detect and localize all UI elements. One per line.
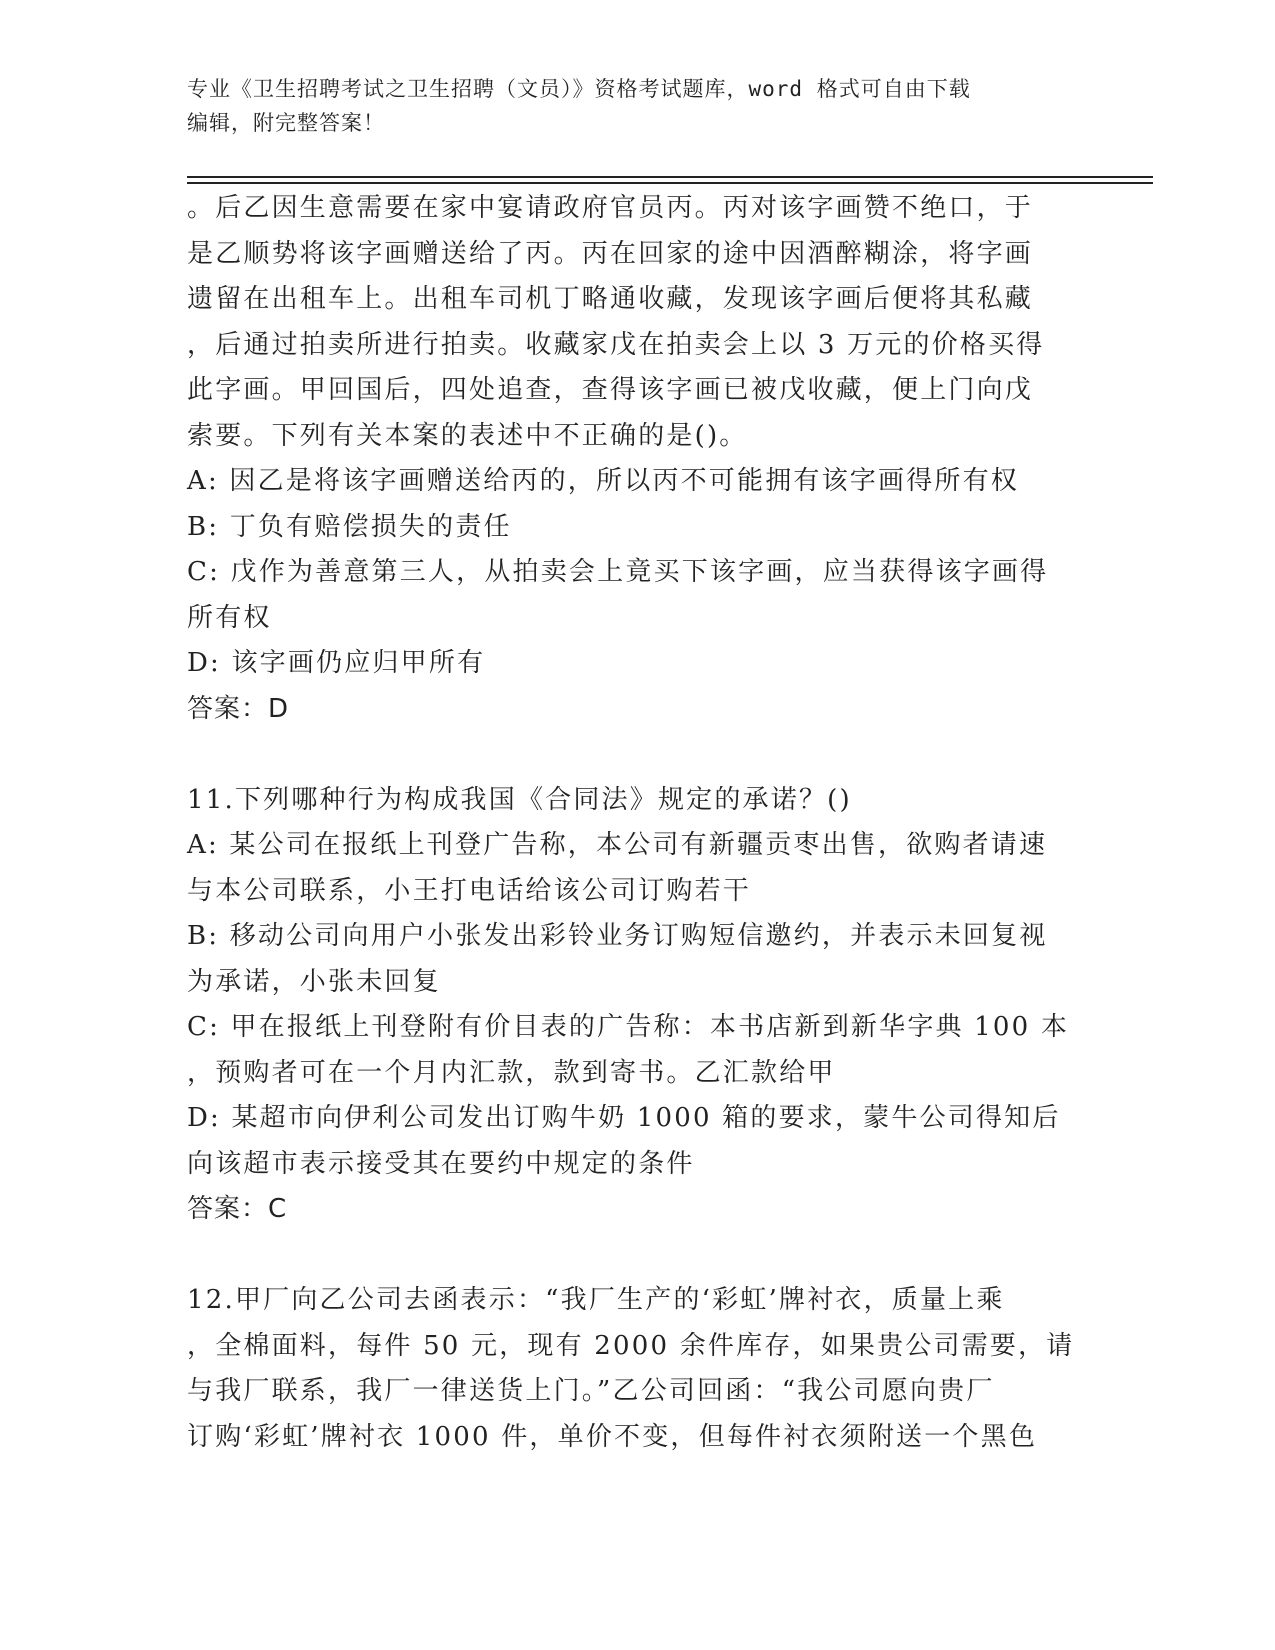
header-line-2: 编辑，附完整答案！ [187, 111, 385, 135]
spacer [187, 732, 1087, 778]
option-b: B: 移动公司向用户小张发出彩铃业务订购短信邀约，并表示未回复视 [187, 921, 1048, 951]
document-body [187, 186, 1087, 1460]
option-c: C: 甲在报纸上刊登附有价目表的广告称：本书店新到新华字典 100 本 [187, 1012, 1070, 1042]
question-stem-line: ，后通过拍卖所进行拍卖。收藏家戊在拍卖会上以 3 万元的价格买得 [187, 329, 1045, 360]
question-stem: 11.下列哪种行为构成我国《合同法》规定的承诺？() [187, 784, 852, 815]
question-stem-line: 订购‘彩虹’牌衬衣 1000 件，单价不变，但每件衬衣须附送一个黑色 [187, 1421, 1038, 1452]
header-line-1: 专业《卫生招聘考试之卫生招聘（文员）》资格考试题库，word 格式可自由下载 [187, 77, 971, 101]
question-stem-line: 索要。下列有关本案的表述中不正确的是()。 [187, 420, 748, 451]
question-stem-line: 12.甲厂向乙公司去函表示：“我厂生产的‘彩虹’牌衬衣，质量上乘 [187, 1285, 1005, 1315]
answer-line: 答案：D [187, 693, 290, 724]
header-rule-bottom [187, 182, 1153, 184]
question-stem-line: 。后乙因生意需要在家中宴请政府官员丙。丙对该字画赞不绝口，于 [187, 193, 1034, 223]
option-a-continued: 与本公司联系，小王打电话给该公司订购若干 [187, 875, 752, 906]
option-a: A: 因乙是将该字画赠送给丙的，所以丙不可能拥有该字画得所有权 [187, 466, 1020, 496]
document-header [187, 72, 1087, 140]
option-a: A: 某公司在报纸上刊登广告称，本公司有新疆贡枣出售，欲购者请速 [187, 830, 1048, 860]
question-12 [187, 1278, 1087, 1460]
question-stem-line: 与我厂联系，我厂一律送货上门。”乙公司回函：“我公司愿向贵厂 [187, 1376, 995, 1406]
question-10 [187, 186, 1087, 732]
option-c: C: 戊作为善意第三人，从拍卖会上竟买下该字画，应当获得该字画得 [187, 557, 1049, 587]
spacer [187, 1233, 1087, 1279]
option-d: D: 该字画仍应归甲所有 [187, 648, 486, 678]
option-b-continued: 为承诺，小张未回复 [187, 966, 441, 997]
question-11 [187, 778, 1087, 1233]
question-stem-line: 遗留在出租车上。出租车司机丁略通收藏，发现该字画后便将其私藏 [187, 284, 1034, 314]
option-d-continued: 向该超市表示接受其在要约中规定的条件 [187, 1148, 695, 1179]
question-stem-line: ，全棉面料，每件 50 元，现有 2000 余件库存，如果贵公司需要，请 [187, 1330, 1075, 1361]
option-c-continued: ，预购者可在一个月内汇款，款到寄书。乙汇款给甲 [187, 1057, 836, 1088]
option-d: D: 某超市向伊利公司发出订购牛奶 1000 箱的要求，蒙牛公司得知后 [187, 1103, 1061, 1133]
header-rule-top [187, 176, 1153, 178]
question-stem-line: 此字画。甲回国后，四处追查，查得该字画已被戊收藏，便上门向戊 [187, 375, 1034, 405]
answer-line: 答案：C [187, 1194, 288, 1224]
option-c-continued: 所有权 [187, 602, 272, 633]
option-b: B: 丁负有赔偿损失的责任 [187, 511, 512, 542]
question-stem-line: 是乙顺势将该字画赠送给了丙。丙在回家的途中因酒醉糊涂，将字画 [187, 238, 1034, 269]
